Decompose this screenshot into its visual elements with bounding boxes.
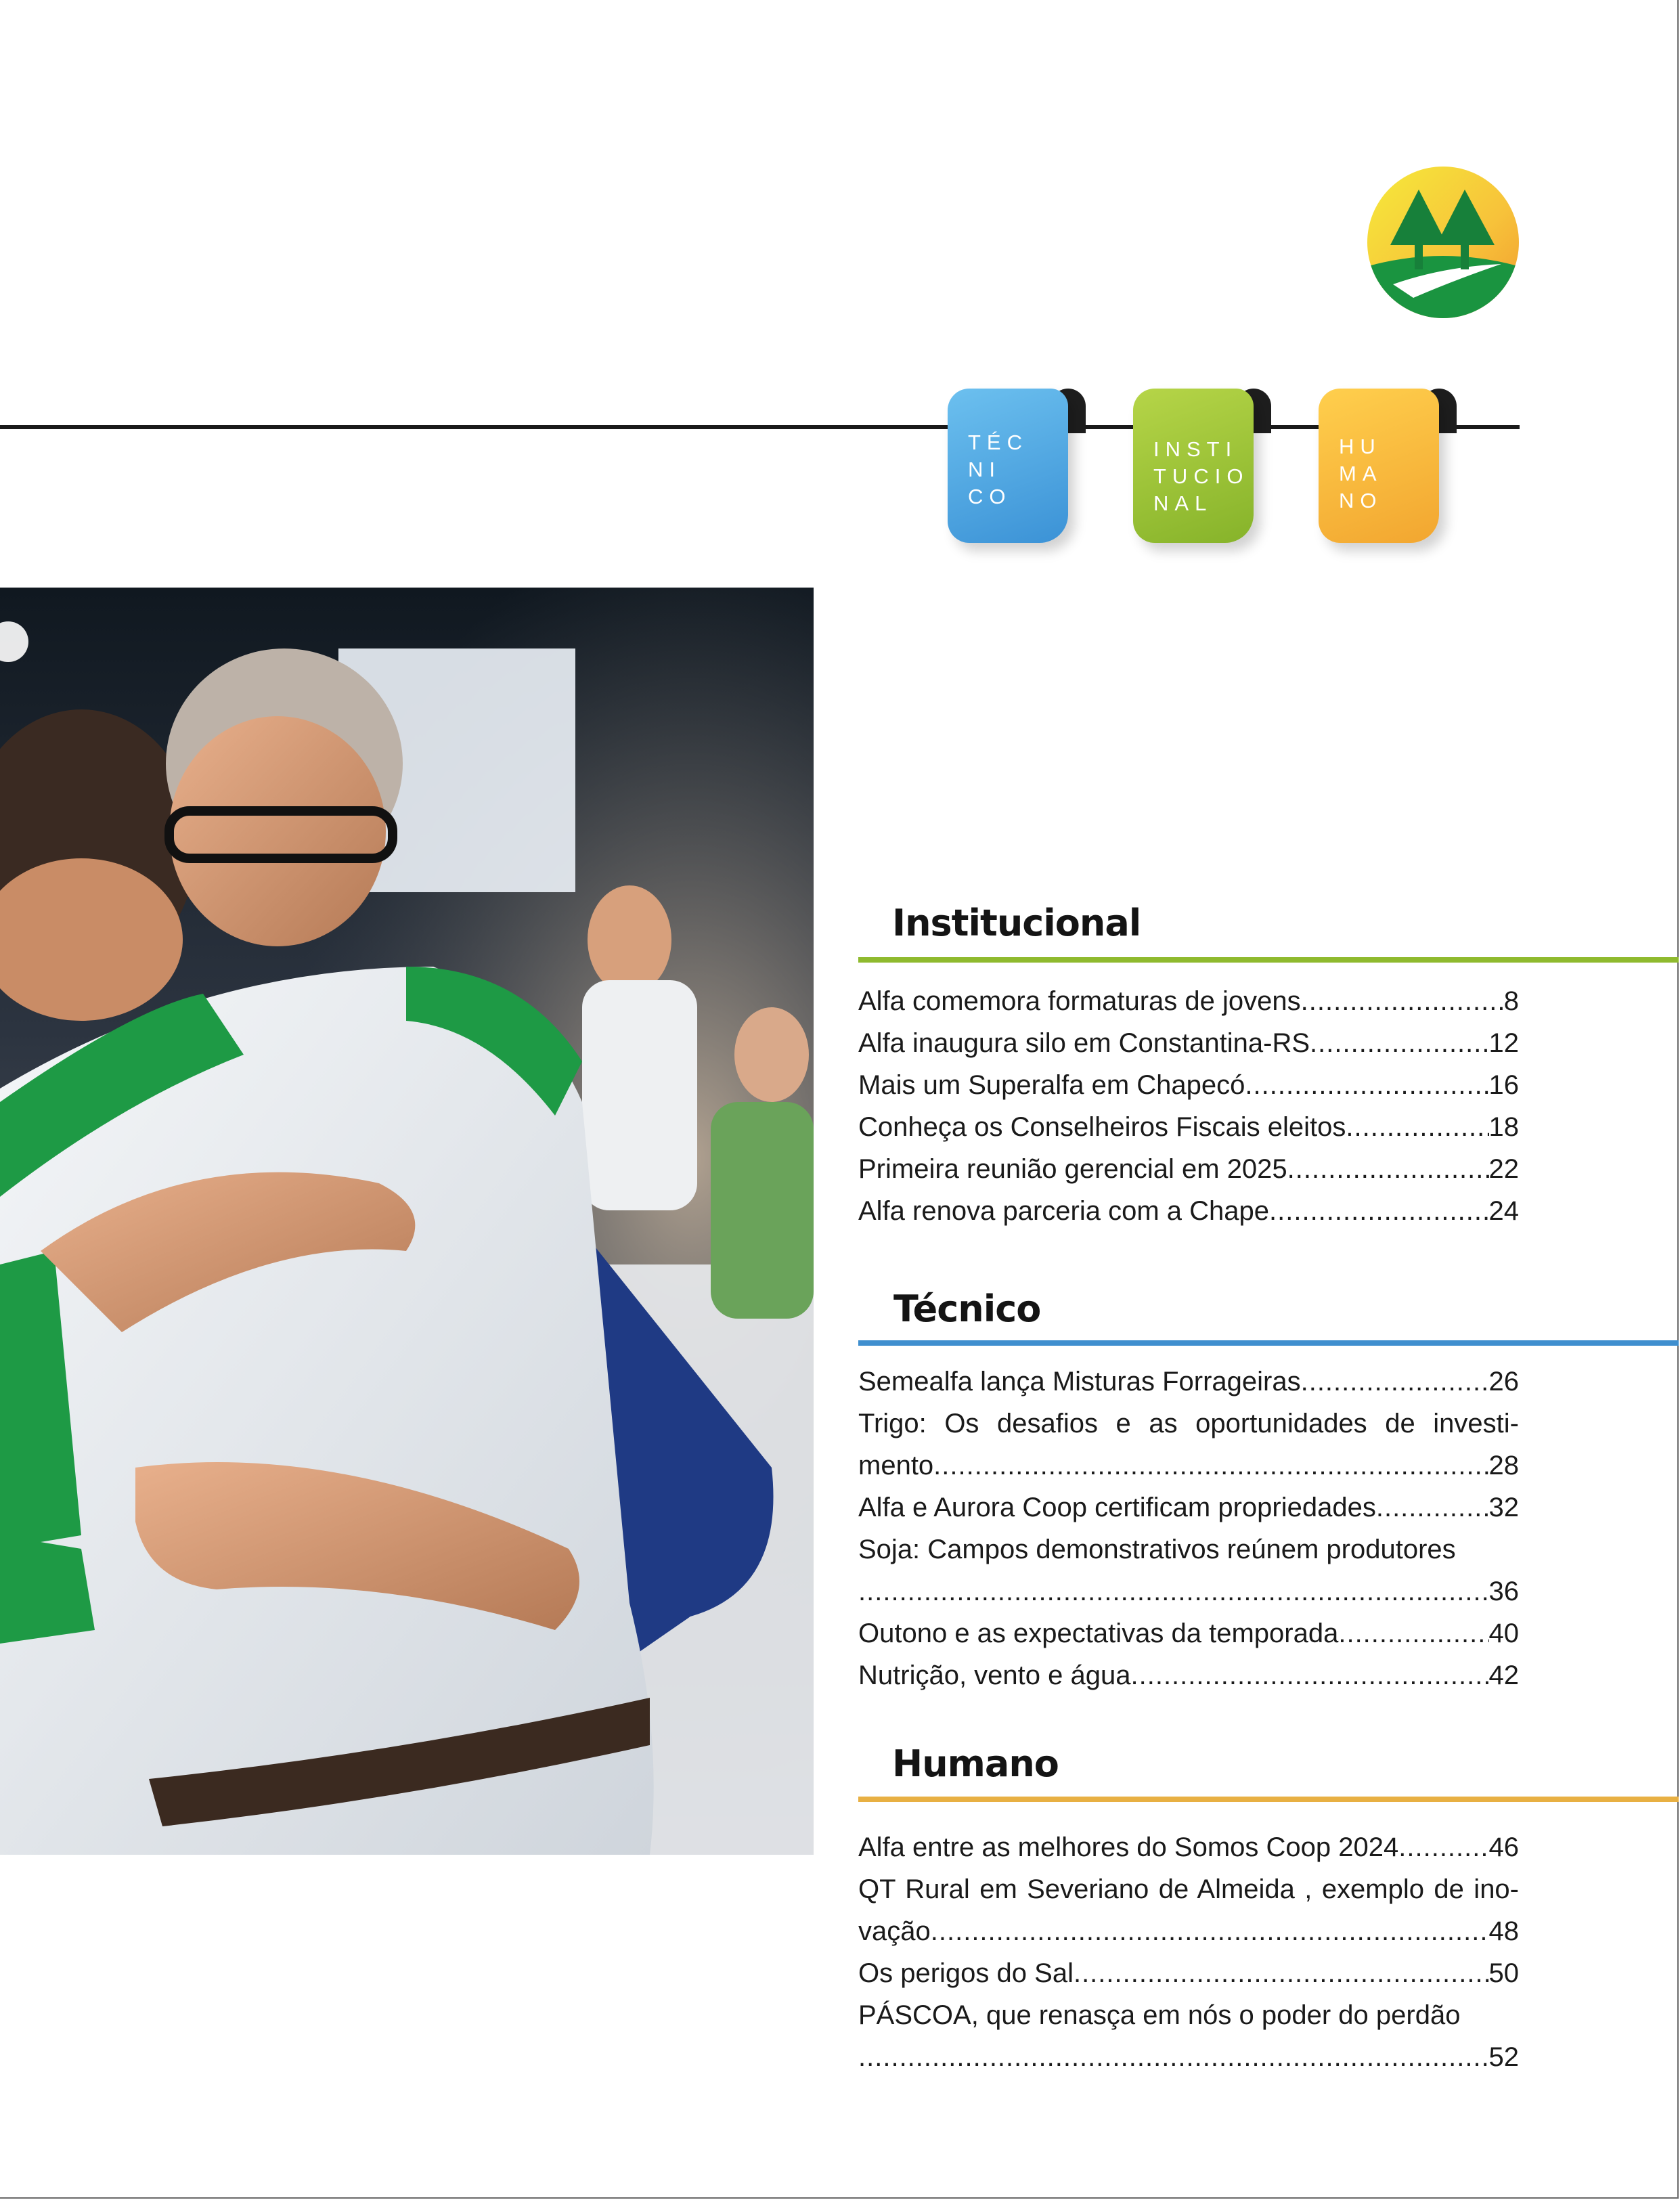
header-rule bbox=[0, 425, 1520, 429]
toc-item[interactable] bbox=[858, 1826, 1519, 1868]
toc-leader bbox=[1301, 980, 1504, 1022]
tag-line: NI bbox=[968, 458, 1001, 481]
toc-list-institucional bbox=[858, 980, 1519, 1232]
section-rule-humano bbox=[858, 1797, 1679, 1802]
toc-item-page: 32 bbox=[1488, 1493, 1519, 1522]
tag-line: HU bbox=[1339, 435, 1381, 458]
toc-item[interactable] bbox=[858, 1487, 1519, 1528]
toc-item-page: 36 bbox=[1488, 1577, 1519, 1606]
toc-leader bbox=[1301, 1361, 1489, 1403]
tag-tecnico bbox=[948, 389, 1090, 546]
tag-institucional bbox=[1133, 389, 1275, 546]
toc-item-title: Nutrição, vento e água bbox=[858, 1660, 1131, 1690]
toc-item-page: 48 bbox=[1488, 1916, 1519, 1946]
toc-item-title: PÁSCOA, que renasça em nós o poder do perdão bbox=[858, 2000, 1461, 2030]
toc-item-page: 8 bbox=[1503, 986, 1519, 1016]
tag-line: INSTI bbox=[1153, 437, 1238, 461]
toc-item-title: Semealfa lança Misturas Forrageiras bbox=[858, 1367, 1301, 1396]
toc-leader bbox=[931, 1910, 1489, 1952]
toc-item-page: 22 bbox=[1488, 1154, 1519, 1184]
toc-item[interactable] bbox=[858, 1064, 1519, 1106]
toc-leader bbox=[1346, 1106, 1488, 1148]
toc-item[interactable] bbox=[858, 1022, 1519, 1064]
toc-item-title: QT Rural em Severiano de Almeida , exemplo de ino- bbox=[858, 1874, 1519, 1904]
toc-item-page: 24 bbox=[1488, 1196, 1519, 1226]
toc-leader bbox=[1269, 1190, 1489, 1232]
toc-item[interactable] bbox=[858, 1994, 1519, 2036]
toc-item[interactable] bbox=[858, 1654, 1519, 1696]
section-title-tecnico: Técnico bbox=[893, 1288, 1041, 1330]
toc-item-title: Soja: Campos demonstrativos reúnem produtores bbox=[858, 1535, 1456, 1564]
tag-line: TÉC bbox=[968, 431, 1028, 454]
toc-item[interactable] bbox=[858, 1106, 1519, 1148]
toc-item-title: Alfa e Aurora Coop certificam propriedades bbox=[858, 1493, 1376, 1522]
section-rule-tecnico bbox=[858, 1340, 1679, 1346]
toc-item-title: Conheça os Conselheiros Fiscais eleitos bbox=[858, 1112, 1346, 1142]
section-title-institucional: Institucional bbox=[892, 902, 1141, 944]
toc-leader bbox=[858, 2036, 1489, 2078]
toc-item-page: 12 bbox=[1488, 1028, 1519, 1058]
toc-item-title: Outono e as expectativas da temporada bbox=[858, 1619, 1339, 1648]
toc-item-continuation[interactable] bbox=[858, 1445, 1519, 1487]
tag-line: MA bbox=[1339, 462, 1383, 485]
toc-item[interactable] bbox=[858, 1612, 1519, 1654]
toc-item-page: 26 bbox=[1488, 1367, 1519, 1396]
embrace-photo bbox=[0, 588, 814, 1855]
section-title-humano: Humano bbox=[892, 1742, 1059, 1785]
toc-item-page: 28 bbox=[1488, 1451, 1519, 1480]
toc-item[interactable] bbox=[858, 1868, 1519, 1910]
toc-item-continuation[interactable] bbox=[858, 2036, 1519, 2078]
toc-leader bbox=[1245, 1064, 1488, 1106]
toc-item[interactable] bbox=[858, 1528, 1519, 1570]
toc-item-title: Mais um Superalfa em Chapecó bbox=[858, 1070, 1245, 1100]
toc-item-title: Os perigos do Sal bbox=[858, 1958, 1074, 1988]
toc-item-title-cont: mento bbox=[858, 1451, 934, 1480]
toc-item[interactable] bbox=[858, 1403, 1519, 1445]
toc-item[interactable] bbox=[858, 1952, 1519, 1994]
toc-leader bbox=[1398, 1826, 1488, 1868]
tag-line: TUCIO bbox=[1153, 464, 1250, 488]
toc-item-page: 52 bbox=[1488, 2042, 1519, 2072]
toc-item-page: 42 bbox=[1488, 1660, 1519, 1690]
toc-leader bbox=[1338, 1612, 1488, 1654]
section-rule-institucional bbox=[858, 957, 1679, 963]
two-trees-logo-icon bbox=[1366, 165, 1520, 320]
toc-item-page: 40 bbox=[1488, 1619, 1519, 1648]
toc-item[interactable] bbox=[858, 1361, 1519, 1403]
toc-item-continuation[interactable] bbox=[858, 1910, 1519, 1952]
tag-tecnico-label bbox=[968, 429, 1063, 510]
tag-line: CO bbox=[968, 485, 1012, 508]
toc-item-title: Primeira reunião gerencial em 2025 bbox=[858, 1154, 1287, 1184]
toc-item-page: 46 bbox=[1488, 1832, 1519, 1862]
tag-humano-label bbox=[1339, 433, 1434, 514]
toc-item-page: 50 bbox=[1488, 1958, 1519, 1988]
tag-line: NO bbox=[1339, 489, 1383, 512]
toc-leader bbox=[1074, 1952, 1489, 1994]
tag-humano bbox=[1319, 389, 1461, 546]
tag-line: NAL bbox=[1153, 491, 1213, 515]
toc-list-humano bbox=[858, 1826, 1519, 2078]
tag-institucional-label bbox=[1153, 436, 1248, 517]
toc-leader bbox=[1287, 1148, 1489, 1190]
toc-leader bbox=[933, 1445, 1488, 1487]
toc-item-title: Alfa comemora formaturas de jovens bbox=[858, 986, 1301, 1016]
toc-item-page: 18 bbox=[1488, 1112, 1519, 1142]
toc-leader bbox=[1310, 1022, 1488, 1064]
toc-item-continuation[interactable] bbox=[858, 1570, 1519, 1612]
toc-item-title: Alfa entre as melhores do Somos Coop 2024 bbox=[858, 1832, 1399, 1862]
toc-item[interactable] bbox=[858, 1190, 1519, 1232]
toc-item-title-cont: vação bbox=[858, 1916, 931, 1946]
toc-leader bbox=[1130, 1654, 1488, 1696]
toc-leader bbox=[1376, 1487, 1489, 1528]
toc-item-title: Trigo: Os desafios e as oportunidades de investi- bbox=[858, 1409, 1519, 1438]
toc-item-page: 16 bbox=[1488, 1070, 1519, 1100]
toc-item-title: Alfa inaugura silo em Constantina-RS bbox=[858, 1028, 1310, 1058]
toc-leader bbox=[858, 1570, 1489, 1612]
toc-list-tecnico bbox=[858, 1361, 1519, 1696]
toc-item-title: Alfa renova parceria com a Chape bbox=[858, 1196, 1269, 1226]
toc-item[interactable] bbox=[858, 980, 1519, 1022]
toc-item[interactable] bbox=[858, 1148, 1519, 1190]
